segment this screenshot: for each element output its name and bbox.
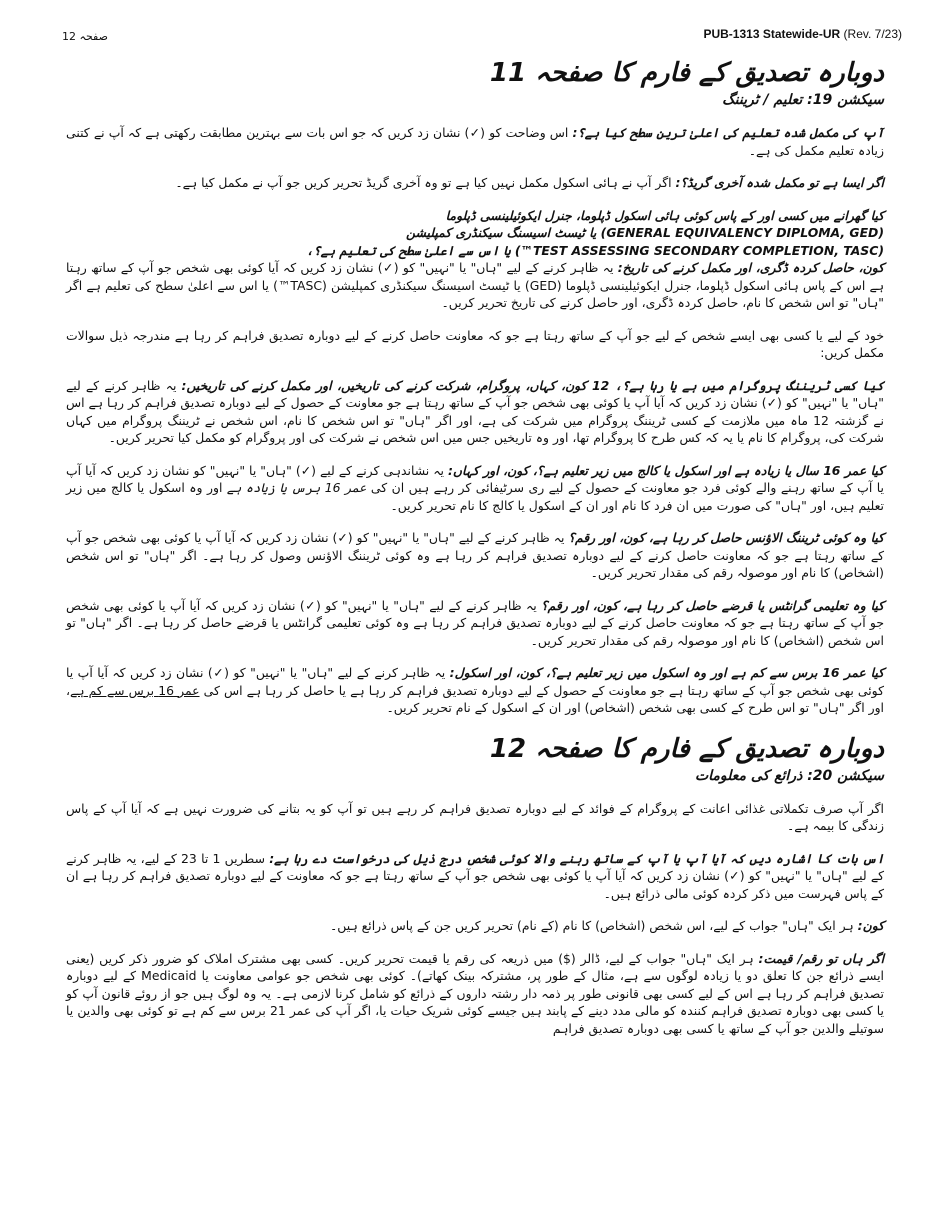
- section-20-heading: سیکشن 20: ذرائع کی معلومات: [694, 767, 884, 784]
- section-19-heading: سیکشن 19: تعلیم / ٹریننگ: [722, 92, 884, 108]
- school-16-plus-body-1: یہ نشاندہی کرنے کے لیے (✓) "ہاں" یا "نہیں" کو نشان زد کریں کہ آیا آپ یا آپ کے ساتھ رہنے والے کوئی فرد جو معاونت کے حصول کے لیے ری سرٹیفائی کر رہے ہیں ان کی: [66, 462, 884, 495]
- revision-date: (Rev. 7/23): [843, 27, 902, 41]
- school-16-plus-italic: عمر 16 برس یا زیادہ ہے: [226, 480, 367, 495]
- pub-code: PUB-1313 Statewide-UR: [703, 27, 841, 41]
- page-11-title: دوبارہ تصدیق کے فارم کا صفحہ 11: [489, 58, 884, 88]
- highest-education-paragraph: [66, 124, 884, 159]
- grants-loans-lead: کیا وہ تعلیمی گرانٹس یا قرضے حاصل کر رہا ہے، کون، اور رقم؟: [541, 597, 884, 613]
- page-12-title: دوبارہ تصدیق کے فارم کا صفحہ 12: [489, 733, 884, 764]
- highest-education-lead: آپ کی مکمل شدہ تعلیم کی اعلیٰ ترین سطح کیا ہے؟:: [572, 125, 885, 140]
- grants-loans-paragraph: [66, 597, 884, 650]
- resources-applying-body: سطریں 1 تا 23 کے لیے، یہ ظاہر کرنے کے لیے "ہاں" یا "نہیں" کو (✓) نشان زد کریں کہ آیا آپ یا کوئی بھی شخص جو آپ کے ساتھ رہتا ہے جو کہ معاونت کے لیے دوبارہ تصدیق فراہم کر رہا ہے ان کے پاس فہرست میں ذکر کردہ کوئی مالی ذرائع ہیں۔: [66, 850, 884, 901]
- training-allowance-paragraph: [66, 529, 884, 582]
- under-16-school-body-2: ، اور اگر "ہاں" تو اس طرح کے کسی بھی شخص (اشخاص) اور ان کے اسکول کے نام تحریر کریں۔: [66, 682, 884, 715]
- school-16-plus-paragraph: [66, 462, 884, 515]
- grants-loans-body: یہ ظاہر کرنے کے لیے "ہاں" یا "نہیں" کو (✓) نشان زد کریں کہ آیا آپ یا کوئی بھی شخص جو آپ کے ساتھ رہتا ہے جو کہ معاونت حاصل کرنے کے لیے دوبارہ تصدیق فراہم کر رہا ہے وہ کوئی تعلیمی گرانٹس یا قرضے حاصل کر رہا ہے۔ اگر "ہاں" تو اس شخص (اشخاص) کا نام اور موصولہ رقم کی مقدار تحریر کریں۔: [66, 597, 884, 648]
- training-program-lead: کیا کسی ٹریننگ پروگرام میں ہے یا رہا ہے؟، 12 کون، کہاں، پروگرام، شرکت کرنے کی تاریخیں، اور مکمل کرنے کی تاریخیں:: [181, 377, 885, 393]
- diploma-lead-line-1: کیا گھرانے میں کسی اور کے پاس کوئی ہائی اسکول ڈپلوما، جنرل ایکوئیلینسی ڈپلوما: [445, 207, 884, 223]
- publication-code: [703, 27, 902, 41]
- amount-value-body: ہر ایک "ہاں" جواب کے لیے، ڈالر ($) میں ذریعہ کی رقم یا قیمت تحریر کریں۔ کسی بھی مشترک املاک کو ضرور ذکر کریں (یعنی ایسے ذرائع جن کا تعلق دو یا زیادہ لوگوں سے ہے، مثال کے طور پر، مشترکہ بینک کھاتے)۔ کوئی بھی شخص جو عوامی معاونت یا Medicaid کے لیے دوبارہ تصدیق فراہم کر رہا ہے اس کے لیے کسی بھی قانونی طور پر ذمہ دار رشتہ داروں کے ذرائع کو شامل کرنا لازمی ہے۔ یہ وہ لوگ ہیں جو از روئے قانون آپ کو یا کسی بھی دوبارہ تصدیق فراہم کنندہ کو مالی مدد دینے کے پابند ہیں جیسے کوئی شریک حیات یا، اگر آپ کی عمر 21 برس سے کم ہے تو کوئی بھی والدین یا سوتیلے والدین جو آپ کے ساتھ یا کسی بھی دوبارہ تصدیق فراہم: [66, 950, 885, 1036]
- school-16-plus-lead: کیا عمر 16 سال یا زیادہ ہے اور اسکول یا کالج میں زیر تعلیم ہے؟، کون، اور کہاں:: [447, 462, 885, 478]
- life-insurance-note: اگر آپ صرف تکملاتی غذائی اعانت کے پروگرام کے فوائد کے لیے دوبارہ تصدیق فراہم کر رہے ہیں تو آپ کو یہ بتانے کی ضرورت نہیں ہے کہ آیا آپ کے پاس زندگی کا بیمہ ہے۔: [66, 800, 884, 833]
- training-program-body: یہ ظاہر کرنے کے لیے "ہاں" یا "نہیں" کو (✓) نشان زد کریں کہ آیا آپ یا کوئی بھی شخص جو آپ کے ساتھ رہتا ہے جو معاونت کے حصول کے لیے دوبارہ تصدیق فراہم کر رہا ہے اس نے گزشتہ 12 ماہ میں ملازمت کے کسی ٹریننگ پروگرام میں شرکت کی ہے، اور اگر "ہاں" تو اس شخص کا نام، اس شخص نے ٹریننگ پروگرام میں کہاں شرکت کی، پروگرام کا نام یا یہ کہ کس طرح کا پروگرام تھا، اور وہ تاریخیں جس میں اس شخص نے شرکت کی اور پروگرام کو مکمل کیا تحریر کریں۔: [66, 377, 885, 445]
- resources-applying-lead: اس بات کا اشارہ دیں کہ آیا آپ یا آپ کے ساتھ رہنے والا کوئی شخص درج ذیل کی درخواست دے رہا ہے:: [269, 850, 884, 866]
- school-16-plus-body-2: اور وہ اسکول یا کالج میں زیر تعلیم ہیں، اور "ہاں" کی صورت میں ان فرد کا نام اور ان کے اسکول یا کالج کا نام تحریر کریں۔: [66, 480, 884, 513]
- diploma-lead-line-2: (GENERAL EQUIVALENCY DIPLOMA, GED) یا ٹیسٹ اسیسنگ سیکنڈری کمپلیشن: [406, 225, 884, 240]
- under-16-school-lead: کیا عمر 16 برس سے کم ہے اور وہ اسکول میں زیر تعلیم ہے؟، کون، اور اسکول:: [449, 665, 885, 680]
- who-body: ہر ایک "ہاں" جواب کے لیے، اس شخص (اشخاص) کا نام (کے نام) تحریر کریں جن کے پاس ذرائع ہیں۔: [330, 918, 858, 933]
- who-lead: کون:: [857, 918, 884, 933]
- training-program-paragraph: [66, 377, 884, 447]
- diploma-lead-line-4: کون، حاصل کردہ ڈگری، اور مکمل کرنے کی تاریخ:: [617, 260, 884, 275]
- under-16-school-body-1: یہ ظاہر کرنے کے لیے "ہاں" یا "نہیں" کو (✓) نشان زد کریں کہ آیا آپ یا کوئی بھی شخص جو آپ کے ساتھ رہتا ہے جو معاونت کے حصول کے لیے دوبارہ تصدیق فراہم کر رہا ہے یا حاصل کر رہا ہے اس کی: [66, 665, 884, 698]
- last-grade-lead: اگر ایسا ہے تو مکمل شدہ آخری گریڈ؟:: [675, 175, 884, 190]
- household-questions-intro: خود کے لیے یا کسی بھی ایسے شخص کے لیے جو آپ کے ساتھ رہتا ہے جو کہ معاونت حاصل کرنے کے لیے دوبارہ تصدیق فراہم کر رہا ہے مندرجہ ذیل سوالات مکمل کریں:: [66, 327, 884, 360]
- last-grade-body: اگر آپ نے ہائی اسکول مکمل نہیں کیا ہے تو وہ آخری گریڈ تحریر کریں جو آپ نے مکمل کیا ہے۔: [175, 175, 676, 190]
- household-diploma-block: [66, 207, 884, 312]
- who-paragraph: [66, 917, 884, 935]
- resources-applying-paragraph: [66, 850, 884, 903]
- document-body: [66, 56, 884, 1052]
- last-grade-paragraph: [66, 174, 884, 192]
- training-allowance-body: یہ ظاہر کرنے کے لیے "ہاں" یا "نہیں" کو (✓) نشان زد کریں کہ آیا آپ یا کوئی بھی شخص جو آپ کے ساتھ رہتا ہے جو کہ معاونت حاصل کرنے کے لیے دوبارہ تصدیق فراہم کر رہا ہے وہ کوئی ٹریننگ الاؤنس وصول کر رہا ہے۔ اگر "ہاں" تو اس شخص (اشخاص) کا نام اور موصولہ رقم کی مقدار تحریر کریں۔: [66, 530, 884, 580]
- highest-education-body: اس وضاحت کو (✓) نشان زد کریں کہ جو اس بات سے بہترین مطابقت رکھتی ہے کہ آپ نے کتنی زیادہ تعلیم مکمل کی ہے۔: [66, 125, 884, 158]
- under-16-underline: عمر 16 برس سے کم ہے: [70, 682, 200, 698]
- page-number: صفحہ 12: [62, 30, 108, 43]
- amount-value-paragraph: [66, 950, 884, 1038]
- diploma-body: یہ ظاہر کرنے کے لیے "ہاں" یا "نہیں" کو (✓) نشان زد کریں کہ آیا کوئی بھی شخص جو آپ کے ساتھ رہتا ہے اس کے پاس ہائی اسکول ڈپلوما، جنرل ایکوئیلینسی ڈپلوما (GED) یا ٹیسٹ اسیسنگ سیکنڈری کمپلیشن (TASC™) یا اس سے اعلیٰ سطح کی تعلیم ہے اگر "ہاں" تو اس شخص کا نام، حاصل کردہ ڈگری، اور حاصل کرنے کی تاریخ تحریر کریں۔: [66, 260, 884, 310]
- under-16-school-paragraph: [66, 664, 884, 717]
- diploma-lead-line-3: (TEST ASSESSING SECONDARY COMPLETION, TASC™) یا اس سے اعلیٰ سطح کی تعلیم ہے؟،: [306, 242, 884, 258]
- amount-value-lead: اگر ہاں تو رقم/ قیمت:: [758, 950, 885, 966]
- training-allowance-lead: کیا وہ کوئی ٹریننگ الاؤنس حاصل کر رہا ہے، کون، اور رقم؟: [568, 530, 885, 545]
